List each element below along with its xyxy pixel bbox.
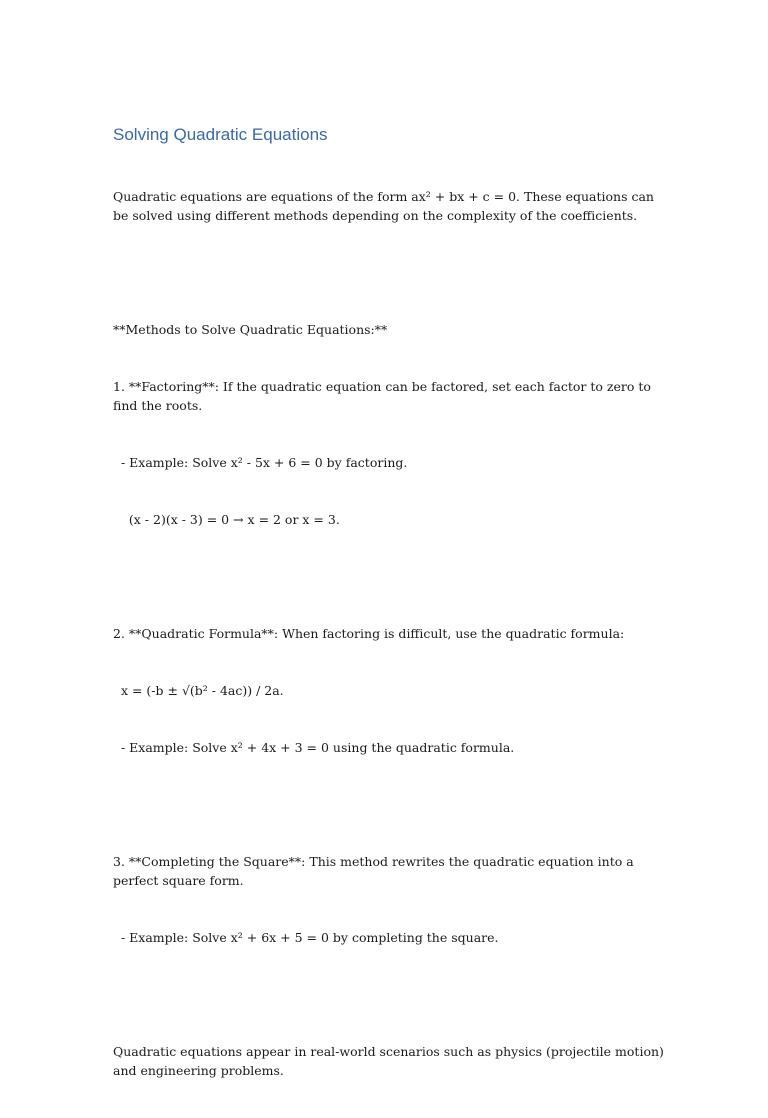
document-page (113, 124, 673, 1118)
conclusion-paragraph (113, 1004, 673, 1118)
spacer (113, 795, 673, 814)
method-2-example: - Example: Solve x² + 4x + 3 = 0 using the quadratic formula. (113, 740, 515, 755)
method-3-section (113, 814, 673, 985)
method-2-text: 2. **Quadratic Formula**: When factoring is difficult, use the quadratic formula: (113, 626, 625, 641)
method-2-section (113, 586, 673, 795)
intro-paragraph (113, 149, 673, 263)
method-2-formula: x = (-b ± √(b² - 4ac)) / 2a. (113, 683, 284, 698)
method-1-text: 1. **Factoring**: If the quadratic equation can be factored, set each factor to zero to find the roots. (113, 379, 651, 413)
spacer (113, 263, 673, 282)
methods-heading: **Methods to Solve Quadratic Equations:** (113, 322, 388, 337)
method-1-solution: (x - 2)(x - 3) = 0 → x = 2 or x = 3. (113, 512, 340, 527)
methods-section (113, 282, 673, 567)
conclusion-text: Quadratic equations appear in real-world scenarios such as physics (projectile motion) and engineering problems. (113, 1044, 664, 1078)
method-3-example: - Example: Solve x² + 6x + 5 = 0 by completing the square. (113, 930, 499, 945)
method-3-text: 3. **Completing the Square**: This method rewrites the quadratic equation into a perfect square form. (113, 854, 634, 888)
spacer (113, 985, 673, 1004)
spacer (113, 567, 673, 586)
intro-text: Quadratic equations are equations of the form ax² + bx + c = 0. These equations can be solved using different methods depending on the complexity of the coefficients. (113, 189, 654, 223)
method-1-example: - Example: Solve x² - 5x + 6 = 0 by factoring. (113, 455, 408, 470)
document-title: Solving Quadratic Equations (113, 125, 328, 144)
